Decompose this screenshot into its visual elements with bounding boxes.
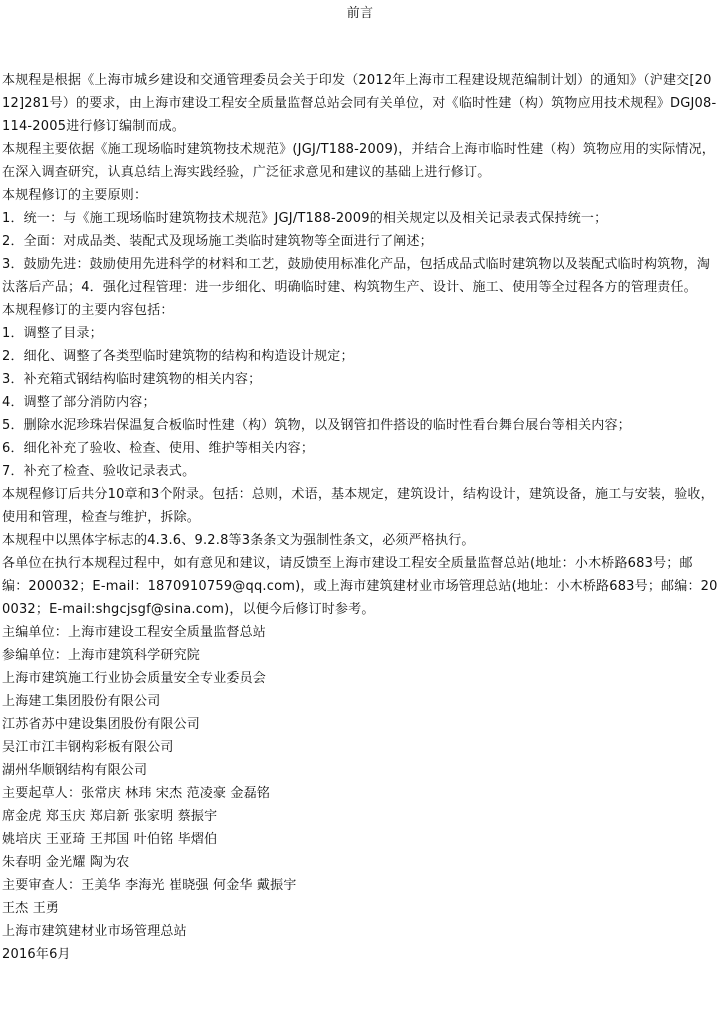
body-text xyxy=(2,69,718,621)
paragraph-structure: 本规程修订后共分10章和3个附录。包括：总则，术语，基本规定，建筑设计，结构设计，建筑设备，施工与安装，验收，使用和管理，检查与维护，拆除。 xyxy=(2,487,714,525)
title-spacer xyxy=(2,25,718,69)
credit-issuer: 上海市建筑建材业市场管理总站 xyxy=(2,924,187,939)
credit-reviewers-1: 主要审查人：王美华 李海光 崔晓强 何金华 戴振宇 xyxy=(2,878,297,893)
paragraph-content-7: 7．补充了检查、验收记录表式。 xyxy=(2,464,196,479)
credit-participant-1: 参编单位：上海市建筑科学研究院 xyxy=(2,648,201,663)
credit-participant-2: 上海市建筑施工行业协会质量安全专业委员会 xyxy=(2,671,267,686)
paragraph-feedback: 各单位在执行本规程过程中，如有意见和建议，请反馈至上海市建设工程安全质量监督总站(地址：小木桥路683号；邮编：200032；E-mail：1870910759@qq.com)，或上海市建筑建材业市场管理总站(地址：小木桥路683号；邮编：200032；E-mail:shgcjsgf@sina.com)，以便今后修订时参考。 xyxy=(2,556,718,617)
paragraph-content-5: 5．删除水泥珍珠岩保温复合板临时性建（构）筑物，以及钢管扣件搭设的临时性看台舞台展台等相关内容； xyxy=(2,418,631,433)
credit-drafters-3: 姚培庆 王亚琦 王邦国 叶伯铭 毕熠伯 xyxy=(2,832,218,847)
paragraph-principle-3-4: 3．鼓励先进：鼓励使用先进科学的材料和工艺，鼓励使用标准化产品，包括成品式临时建筑物以及装配式临时构筑物，淘汰落后产品；4．强化过程管理：进一步细化、明确临时建、构筑物生产、设计、施工、使用等全过程各方的管理责任。 xyxy=(2,257,711,295)
document-page xyxy=(0,2,720,966)
paragraph-content-2: 2．细化、调整了各类型临时建筑物的结构和构造设计规定； xyxy=(2,349,354,364)
page-title: 前言 xyxy=(346,6,374,21)
paragraph-principle-1: 1．统一：与《施工现场临时建筑物技术规范》JGJ/T188-2009的相关规定以及相关记录表式保持统一； xyxy=(2,211,608,226)
credit-participant-5: 吴江市江丰钢构彩板有限公司 xyxy=(2,740,174,755)
paragraph-mandatory: 本规程中以黑体字标志的4.3.6、9.2.8等3条条文为强制性条文，必须严格执行。 xyxy=(2,533,475,548)
credit-drafters-2: 席金虎 郑玉庆 郑启新 张家明 蔡振宇 xyxy=(2,809,218,824)
credit-participant-4: 江苏省苏中建设集团股份有限公司 xyxy=(2,717,201,732)
paragraph-contents-heading: 本规程修订的主要内容包括： xyxy=(2,303,174,318)
credit-drafters-4: 朱春明 金光耀 陶为农 xyxy=(2,855,130,870)
credit-participant-6: 湖州华顺钢结构有限公司 xyxy=(2,763,148,778)
paragraph-reference: 本规程主要依据《施工现场临时建筑物技术规范》(JGJ/T188-2009)，并结合上海市临时性建（构）筑物应用的实际情况，在深入调查研究，认真总结上海实践经验，广泛征求意见和建议的基础上进行修订。 xyxy=(2,142,715,180)
paragraph-content-1: 1．调整了目录； xyxy=(2,326,103,341)
credit-drafters-1: 主要起草人：张常庆 林玮 宋杰 范凌豪 金磊铭 xyxy=(2,786,271,801)
paragraph-content-3: 3．补充箱式钢结构临时建筑物的相关内容； xyxy=(2,372,262,387)
paragraph-basis: 本规程是根据《上海市城乡建设和交通管理委员会关于印发（2012年上海市工程建设规范编制计划）的通知》（沪建交[2012]281号）的要求，由上海市建设工程安全质量监督总站会同有关单位，对《临时性建（构）筑物应用技术规程》DGJ08-114-2005进行修订编制而成。 xyxy=(2,73,717,134)
credit-date: 2016年6月 xyxy=(2,947,71,962)
credit-chief-editor: 主编单位：上海市建设工程安全质量监督总站 xyxy=(2,625,267,640)
credit-reviewers-2: 王杰 王勇 xyxy=(2,901,60,916)
paragraph-principles-heading: 本规程修订的主要原则： xyxy=(2,188,148,203)
paragraph-content-6: 6．细化补充了验收、检查、使用、维护等相关内容； xyxy=(2,441,315,456)
paragraph-principle-2: 2．全面：对成品类、装配式及现场施工类临时建筑物等全面进行了阐述； xyxy=(2,234,433,249)
credits-block xyxy=(2,621,718,966)
credit-participant-3: 上海建工集团股份有限公司 xyxy=(2,694,161,709)
paragraph-content-4: 4．调整了部分消防内容； xyxy=(2,395,156,410)
